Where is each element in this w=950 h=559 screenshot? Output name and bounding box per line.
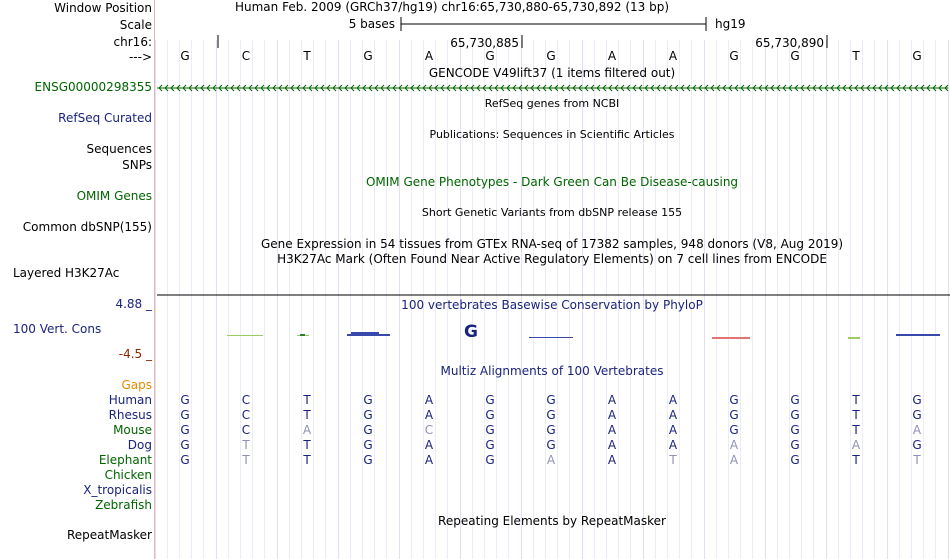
omim-track-title: OMIM Gene Phenotypes - Dark Green Can Be Disease-causing (365, 175, 739, 189)
label-100-vert-cons[interactable]: 100 Vert. Cons (13, 322, 102, 336)
phylop-track-title: 100 vertebrates Basewise Conservation by PhyloP (401, 298, 703, 312)
species-label-chicken[interactable]: Chicken (104, 468, 152, 482)
alignment-base: G (180, 423, 190, 437)
publications-track-title: Publications: Sequences in Scientific Articles (429, 128, 675, 141)
alignment-base: G (363, 423, 373, 437)
gtex-track-title: Gene Expression in 54 tissues from GTEx RNA-seq of 17382 samples, 948 donors (V8, Aug 2019) (260, 237, 844, 251)
alignment-base: C (241, 423, 251, 437)
position-header: Human Feb. 2009 (GRCh37/hg19) chr16:65,730,880-65,730,892 (13 bp) (234, 0, 670, 14)
sequence-base: A (607, 49, 617, 63)
alignment-base: A (424, 438, 434, 452)
alignment-base: G (790, 393, 800, 407)
sequence-base: G (912, 49, 922, 63)
alignment-base: G (790, 438, 800, 452)
alignment-base: A (668, 408, 678, 422)
label-cons-max: 4.88 _ (115, 297, 152, 311)
alignment-base: G (546, 423, 556, 437)
label-omim-genes[interactable]: OMIM Genes (76, 189, 152, 203)
alignment-base: T (913, 453, 921, 467)
track-label-column (0, 0, 154, 559)
alignment-base: G (485, 408, 495, 422)
repeatmasker-track-title: Repeating Elements by RepeatMasker (438, 514, 666, 528)
sequence-base: G (485, 49, 495, 63)
species-label-zebrafish[interactable]: Zebrafish (95, 498, 152, 512)
alignment-base: G (180, 438, 190, 452)
sequence-base: A (424, 49, 434, 63)
alignment-base: G (912, 408, 922, 422)
alignment-base: G (363, 408, 373, 422)
gencode-track-title: GENCODE V49lift37 (1 items filtered out) (428, 66, 676, 80)
alignment-base: A (729, 453, 739, 467)
sequence-base: T (852, 49, 860, 63)
alignment-base: G (729, 408, 739, 422)
sequence-base: A (668, 49, 678, 63)
label-window-position[interactable]: Window Position (54, 1, 152, 15)
alignment-base: A (607, 408, 617, 422)
alignment-base: G (485, 453, 495, 467)
alignment-base: G (180, 453, 190, 467)
alignment-base: G (790, 423, 800, 437)
alignment-base: A (729, 438, 739, 452)
alignment-base: G (790, 408, 800, 422)
alignment-base: A (668, 393, 678, 407)
alignment-base: A (607, 453, 617, 467)
sequence-base: G (363, 49, 373, 63)
label-scale[interactable]: Scale (119, 18, 152, 32)
sequence-base: T (303, 49, 311, 63)
alignment-base: T (852, 408, 860, 422)
alignment-base: A (546, 453, 556, 467)
alignment-base: A (302, 423, 312, 437)
alignment-base: T (303, 438, 311, 452)
alignment-base: T (242, 453, 250, 467)
alignment-base: G (790, 453, 800, 467)
alignment-base: G (363, 393, 373, 407)
alignment-base: G (912, 393, 922, 407)
refseq-track-title: RefSeq genes from NCBI (484, 97, 620, 110)
coordinate-tick-2: 65,730,890 (755, 36, 824, 50)
alignment-base: T (303, 453, 311, 467)
label-strand-arrow[interactable]: ---> (128, 50, 152, 64)
label-refseq-curated[interactable]: RefSeq Curated (58, 111, 152, 125)
label-chromosome[interactable]: chr16: (113, 35, 152, 49)
species-label-human[interactable]: Human (108, 393, 152, 407)
species-label-mouse[interactable]: Mouse (113, 423, 152, 437)
dbsnp-track-title: Short Genetic Variants from dbSNP release 155 (421, 206, 683, 219)
label-snps[interactable]: SNPs (122, 158, 152, 172)
alignment-base: T (852, 453, 860, 467)
alignment-base: G (912, 438, 922, 452)
alignment-base: G (485, 393, 495, 407)
label-ensg[interactable]: ENSG00000298355 (34, 80, 152, 94)
label-layered-h3k27ac[interactable]: Layered H3K27Ac (13, 266, 120, 280)
alignment-base: A (912, 423, 922, 437)
species-label-x_tropicalis[interactable]: X_tropicalis (83, 483, 152, 497)
alignment-base: T (303, 393, 311, 407)
alignment-base: G (546, 393, 556, 407)
alignment-base: C (241, 393, 251, 407)
alignment-base: G (485, 438, 495, 452)
alignment-base: T (852, 423, 860, 437)
alignment-base: G (180, 408, 190, 422)
sequence-base: G (729, 49, 739, 63)
alignment-base: A (607, 393, 617, 407)
scale-bar-label: 5 bases (348, 17, 395, 31)
alignment-base: A (607, 438, 617, 452)
alignment-base: T (669, 453, 677, 467)
alignment-base: G (485, 423, 495, 437)
alignment-base: C (241, 408, 251, 422)
alignment-base: G (729, 423, 739, 437)
sequence-base: G (790, 49, 800, 63)
label-cons-min: -4.5 _ (118, 347, 152, 361)
alignment-base: T (242, 438, 250, 452)
alignment-base: A (424, 453, 434, 467)
alignment-base: A (668, 423, 678, 437)
coordinate-tick-1: 65,730,885 (450, 36, 519, 50)
sequence-base: G (180, 49, 190, 63)
alignment-base: A (607, 423, 617, 437)
species-label-elephant[interactable]: Elephant (98, 453, 152, 467)
alignment-base: G (180, 393, 190, 407)
alignment-base: T (852, 393, 860, 407)
alignment-base: G (729, 393, 739, 407)
alignment-base: A (424, 408, 434, 422)
label-gaps[interactable]: Gaps (121, 378, 152, 392)
alignment-base: G (363, 453, 373, 467)
phylop-conservation-graphics (155, 0, 950, 559)
label-repeatmasker[interactable]: RepeatMasker (66, 528, 152, 542)
label-common-dbsnp[interactable]: Common dbSNP(155) (22, 220, 152, 234)
alignment-base: G (363, 438, 373, 452)
scale-assembly: hg19 (715, 17, 746, 31)
sequence-base: G (546, 49, 556, 63)
species-label-dog[interactable]: Dog (127, 438, 152, 452)
alignment-base: A (668, 438, 678, 452)
alignment-base: G (546, 438, 556, 452)
alignment-base: A (424, 393, 434, 407)
alignment-base: T (303, 408, 311, 422)
h3k27ac-track-title: H3K27Ac Mark (Often Found Near Active Regulatory Elements) on 7 cell lines from ENCODE (277, 252, 827, 266)
multiz-track-title: Multiz Alignments of 100 Vertebrates (440, 364, 664, 378)
alignment-base: C (424, 423, 434, 437)
alignment-base: G (546, 408, 556, 422)
sequence-base: C (241, 49, 251, 63)
species-label-rhesus[interactable]: Rhesus (108, 408, 152, 422)
svg-text:G: G (464, 322, 478, 342)
alignment-base: A (851, 438, 861, 452)
label-sequences[interactable]: Sequences (86, 142, 152, 156)
genome-track-area[interactable] (155, 0, 950, 559)
